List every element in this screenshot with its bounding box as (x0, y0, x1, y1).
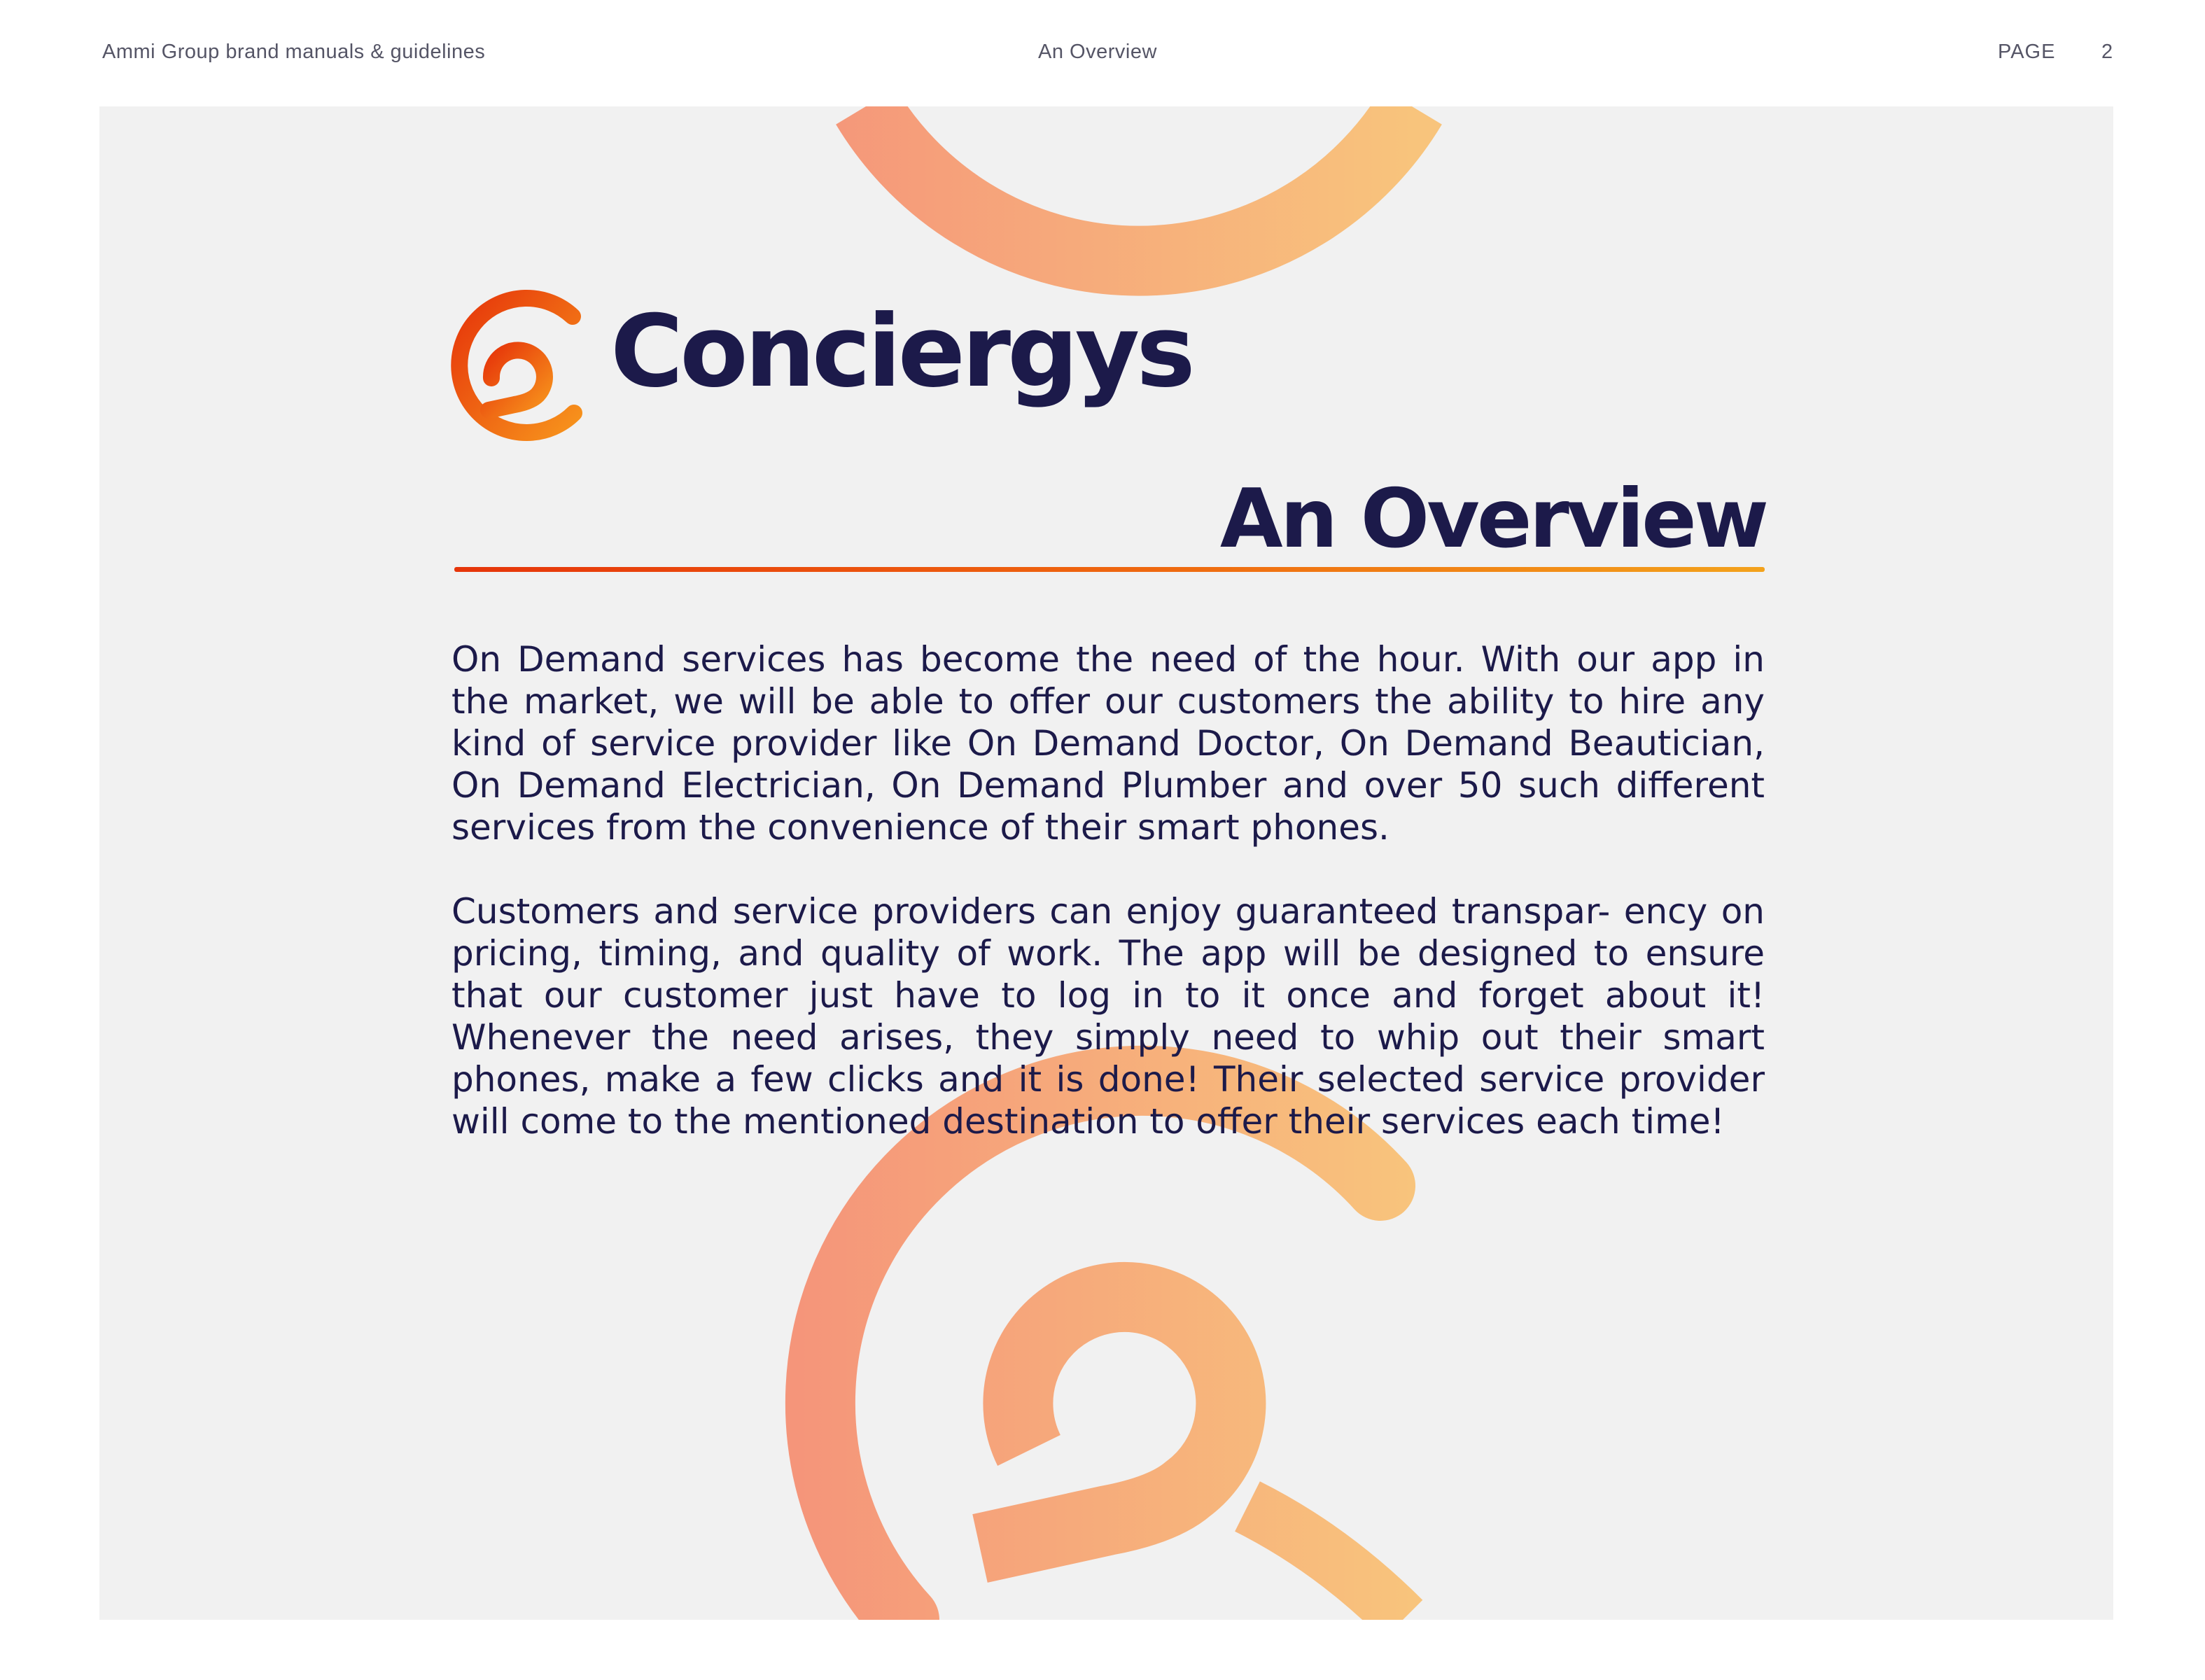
document-title: Ammi Group brand manuals & guidelines (102, 41, 486, 63)
inner-loop-shape (980, 1297, 1231, 1548)
brand-logo (448, 288, 1192, 449)
logo-wordmark: Conciergys (610, 294, 1192, 410)
page-label: PAGE (1998, 41, 2056, 63)
logo-mark-icon (448, 288, 588, 444)
title-underline (454, 567, 1765, 572)
paragraph: Customers and service providers can enjoy guaranteed transpar- ency on pricing, timing, and quality of work. The app will be designed to ensure that our customer just have to log in to it once and forget about it! Whenever the need arises, they simply need to whip out their smart phones, make a few clicks and it is done! Their selected service provider will come to the mentioned destination to offer their services each time! (451, 891, 1765, 1142)
c-tail-shape (1247, 1506, 1403, 1620)
paragraph: On Demand services has become the need of the hour. With our app in the market, we will be able to offer our customers the ability to hire any kind of service provider like On Demand Doctor, On Demand Beautician, On Demand Electrician, On Demand Plumber and over 50 such different services from the convenience of their smart phones. (451, 639, 1765, 848)
page-number: 2 (2101, 41, 2113, 63)
top-arc-shape (866, 106, 1412, 261)
content-panel (99, 106, 2113, 1620)
page-title: An Overview (1219, 472, 1766, 566)
body-text (451, 638, 1765, 1184)
section-title: An Overview (1038, 41, 1157, 63)
